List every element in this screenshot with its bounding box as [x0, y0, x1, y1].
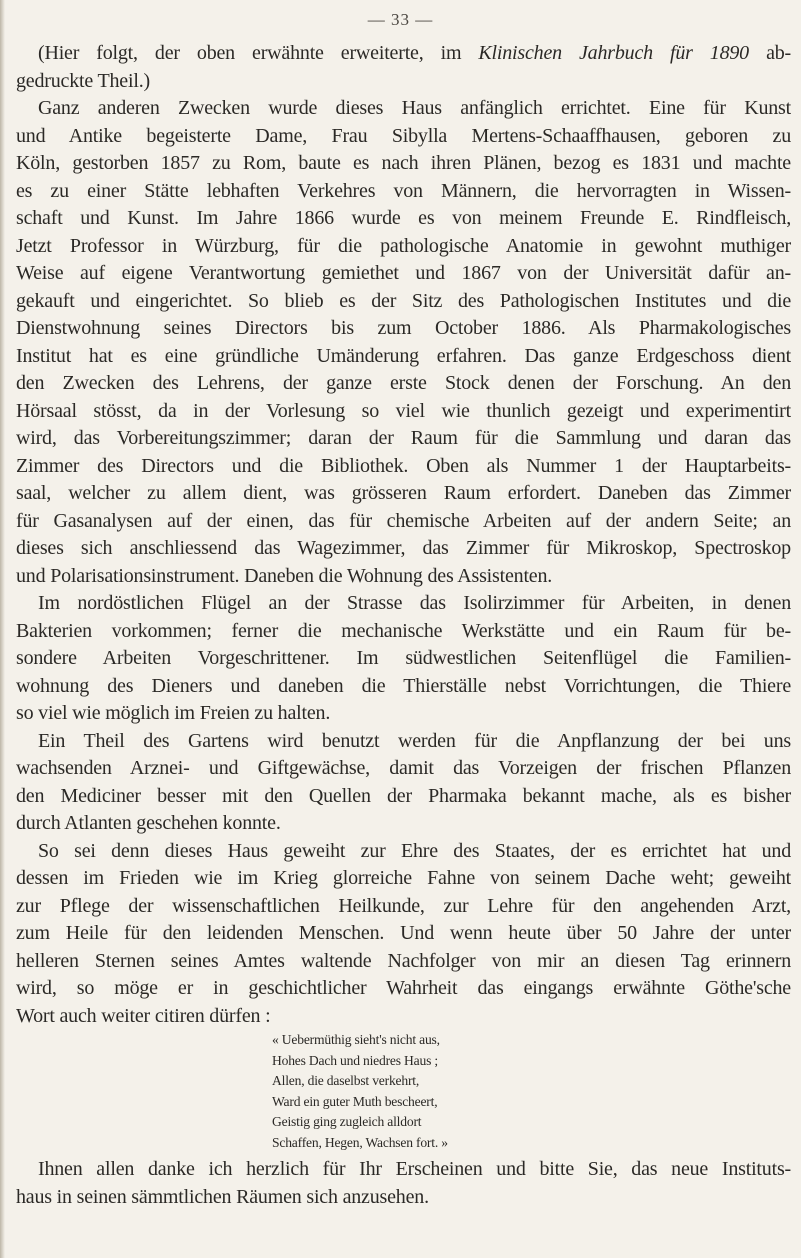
verse-line: « Uebermüthig sieht's nicht aus,	[272, 1032, 440, 1047]
text-line: Im nordöstlichen Flügel an der Strasse das Isolirzimmer für Arbeiten, in denen	[38, 592, 791, 614]
text-line: durch Atlanten geschehen konnte.	[16, 812, 281, 834]
text-line: Bakterien vorkommen; ferner die mechanische Werkstätte und ein Raum für be-	[16, 619, 791, 642]
text-line: Köln, gestorben 1857 zu Rom, baute es nach ihren Plänen, bezog es 1831 und machte	[16, 152, 791, 174]
text-line: schaft und Kunst. Im Jahre 1866 wurde es von meinem Freunde E. Rindfleisch,	[16, 207, 791, 229]
text-line: so viel wie möglich im Freien zu halten.	[16, 702, 331, 724]
paragraph	[16, 838, 791, 1031]
paragraph	[16, 590, 791, 728]
text-line: Hörsaal stösst, da in der Vorlesung so viel wie thunlich gezeigt und experimentirt	[16, 399, 791, 422]
verse-line: Hohes Dach und niedres Haus ;	[272, 1052, 438, 1068]
text-line: wohnung des Dieners und daneben die Thierställe nebst Vorrichtungen, die Thiere	[16, 674, 791, 697]
text-line: Wort auch weiter citiren dürfen :	[16, 1004, 271, 1027]
italic-title: Klinischen Jahrbuch für 1890	[478, 42, 749, 64]
text-line: Weise auf eigene Verantwortung gemiethet und 1867 von der Universität dafür an-	[16, 262, 791, 284]
text-line: es zu einer Stätte lebhaften Verkehres von Männern, die hervorragten in Wissen-	[16, 179, 791, 202]
text-line: So sei denn dieses Haus geweiht zur Ehre des Staates, der es errichtet hat und	[38, 839, 791, 862]
text-line: gekauft und eingerichtet. So blieb es der Sitz des Pathologischen Institutes und die	[16, 289, 791, 312]
text-line: sondere Arbeiten Vorgeschrittener. Im südwestlichen Seitenflügel die Familien-	[16, 647, 791, 669]
text-line: Zimmer des Directors und die Bibliothek. Oben als Nummer 1 der Hauptarbeits-	[16, 454, 791, 477]
text-line: wird, das Vorbereitungszimmer; daran der Raum für die Sammlung und daran das	[16, 427, 791, 449]
text-line: gedruckte Theil.)	[16, 69, 150, 92]
text-line: für Gasanalysen auf der einen, das für chemische Arbeiten auf der andern Seite; an	[16, 509, 791, 532]
text-line: und Polarisationsinstrument. Daneben die Wohnung des Assistenten.	[16, 564, 553, 587]
text-line: Ein Theil des Gartens wird benutzt werden für die Anpflanzung der bei uns	[38, 729, 791, 752]
text-line: Ihnen allen danke ich herzlich für Ihr Erscheinen und bitte Sie, das neue Instituts-	[38, 1158, 791, 1180]
scan-edge-shadow	[0, 0, 5, 1258]
text-line: Ganz anderen Zwecken wurde dieses Haus anfänglich errichtet. Eine für Kunst	[38, 97, 791, 119]
text-line: Institut hat es eine gründliche Umänderung erfahren. Das ganze Erdgeschoss dient	[16, 344, 791, 367]
paragraph	[16, 728, 791, 838]
text-line: zur Pflege der wissenschaftlichen Heilkunde, zur Lehre für den angehenden Arzt,	[16, 894, 791, 917]
text-line: wird, so möge er in geschichtlicher Wahrheit das eingangs erwähnte Göthe'sche	[16, 977, 791, 999]
text-line: dieses sich anschliessend das Wagezimmer, das Zimmer für Mikroskop, Spectroskop	[16, 537, 791, 559]
page-body	[16, 40, 791, 1211]
text-line: den Mediciner besser mit den Quellen der Pharmaka bekannt mache, als es bisher	[16, 784, 791, 807]
closing-paragraph	[16, 1156, 791, 1211]
text-line: den Zwecken des Lehrens, der ganze erste Stock denen der Forschung. An den	[16, 372, 791, 394]
text-line: saal, welcher zu allem dient, was grösseren Raum erfordert. Daneben das Zimmer	[16, 482, 791, 504]
paragraph	[16, 40, 791, 95]
text-line: helleren Sternen seines Amtes waltende Nachfolger von mir an diesen Tag erinnern	[16, 949, 791, 972]
quoted-verse	[272, 1030, 791, 1153]
paragraph	[16, 95, 791, 590]
verse-line: Ward ein guter Muth bescheert,	[272, 1093, 438, 1109]
text-line: Jetzt Professor in Würzburg, für die pathologische Anatomie in gewohnt muthiger	[16, 234, 791, 257]
page-number: — 33 —	[367, 10, 434, 29]
verse-line: Allen, die daselbst verkehrt,	[272, 1073, 420, 1088]
text-line: zum Heile für den leidenden Menschen. Und wenn heute über 50 Jahre der unter	[16, 922, 791, 944]
text-line: wachsenden Arznei- und Giftgewächse, damit das Vorzeigen der frischen Pflanzen	[16, 757, 791, 779]
verse-line: Geistig ging zugleich alldort	[272, 1114, 422, 1129]
text-line: und Antike begeisterte Dame, Frau Sibylla Mertens-Schaaffhausen, geboren zu	[16, 124, 791, 147]
text-line: (Hier folgt, der oben erwähnte erweiterte, im Klinischen Jahrbuch für 1890 ab-	[38, 42, 791, 64]
text-line: Dienstwohnung seines Directors bis zum October 1886. Als Pharmakologisches	[16, 317, 791, 339]
text-line: dessen im Frieden wie im Krieg glorreiche Fahne von seinem Dache weht; geweiht	[16, 867, 791, 889]
verse-line: Schaffen, Hegen, Wachsen fort. »	[272, 1134, 448, 1150]
text-line: haus in seinen sämmtlichen Räumen sich anzusehen.	[16, 1185, 429, 1208]
